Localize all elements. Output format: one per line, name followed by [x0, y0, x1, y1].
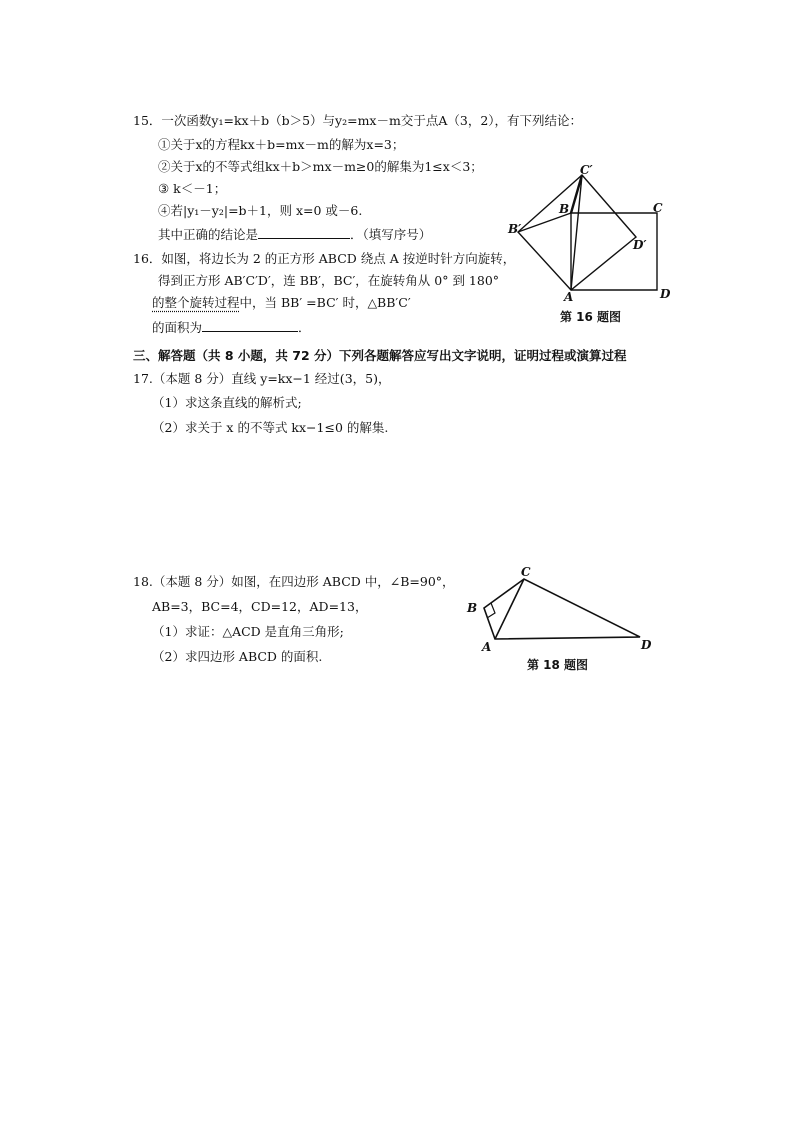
q16-line-4-text: 的面积为 — [152, 320, 203, 335]
q15-question-note: ．（填写序号） — [350, 227, 432, 242]
q18-part-2: （2）求四边形 ABCD 的面积. — [152, 649, 323, 664]
label-c: C — [653, 201, 663, 215]
q15-conclusion-2: ②关于x的不等式组kx＋b＞mx－m≥0的解集为1≤x＜3； — [158, 159, 483, 174]
q16-line-1: 16．如图，将边长为 2 的正方形 ABCD 绕点 A 按逆时针方向旋转， — [133, 251, 516, 266]
q15-conclusion-3: ③ k＜－1； — [158, 181, 227, 196]
q15-stem: 15．一次函数y₁=kx＋b（b＞5）与y₂=mx－m交于点A（3，2），有下列结论： — [133, 113, 583, 128]
label-b: B — [467, 601, 478, 615]
section-3-heading: 三、解答题（共 8 小题，共 72 分）下列各题解答应写出文字说明，证明过程或演算过程 — [133, 348, 627, 363]
q15-conclusion-1: ①关于x的方程kx＋b=mx－m的解为x=3； — [158, 137, 405, 152]
label-b: B — [559, 202, 570, 216]
label-a: A — [482, 640, 492, 654]
q16-answer-blank[interactable] — [202, 319, 298, 332]
q17-stem: 17.（本题 8 分）直线 y=kx−1 经过(3，5)， — [133, 371, 391, 386]
q16-line-3-rest: 中，当 BB′ =BC′ 时，△BB′C′ — [239, 295, 411, 310]
label-b1: B′ — [508, 222, 522, 236]
q16-line-4 — [152, 319, 311, 336]
q16-line-3 — [152, 295, 411, 311]
q15-question — [158, 226, 431, 243]
label-c: C — [521, 565, 531, 579]
q15-conclusion-4: ④若|y₁－y₂|=b＋1，则 x=0 或－6. — [158, 203, 363, 218]
q15-question-text: 其中正确的结论是 — [158, 227, 259, 242]
q18-part-1: （1）求证：△ACD 是直角三角形; — [152, 624, 344, 639]
figure-18-caption: 第 18 题图 — [527, 658, 589, 672]
label-d1: D′ — [633, 238, 647, 252]
label-d: D — [641, 638, 652, 652]
q18-given: AB=3，BC=4，CD=12，AD=13， — [152, 599, 368, 614]
q16-line-4-end: ． — [298, 320, 311, 335]
figure-18 — [460, 563, 660, 655]
segment-ac — [495, 579, 524, 639]
q17-part-2: （2）求关于 x 的不等式 kx−1≤0 的解集. — [152, 420, 389, 435]
quadrilateral-abcd — [484, 579, 640, 639]
figure-16-caption: 第 16 题图 — [560, 310, 622, 324]
figure-16 — [500, 165, 690, 305]
q17-part-1: （1）求这条直线的解析式; — [152, 395, 302, 410]
q16-line-2: 得到正方形 AB′C′D′，连 BB′，BC′，在旋转角从 0° 到 180° — [158, 273, 500, 288]
q16-emphasis: 的整个旋转过程 — [152, 295, 240, 310]
label-c1: C′ — [580, 165, 593, 177]
q15-answer-blank[interactable] — [258, 226, 350, 239]
label-a: A — [564, 290, 574, 304]
q18-stem: 18.（本题 8 分）如图，在四边形 ABCD 中，∠B=90°， — [133, 574, 455, 589]
label-d: D — [660, 287, 671, 301]
